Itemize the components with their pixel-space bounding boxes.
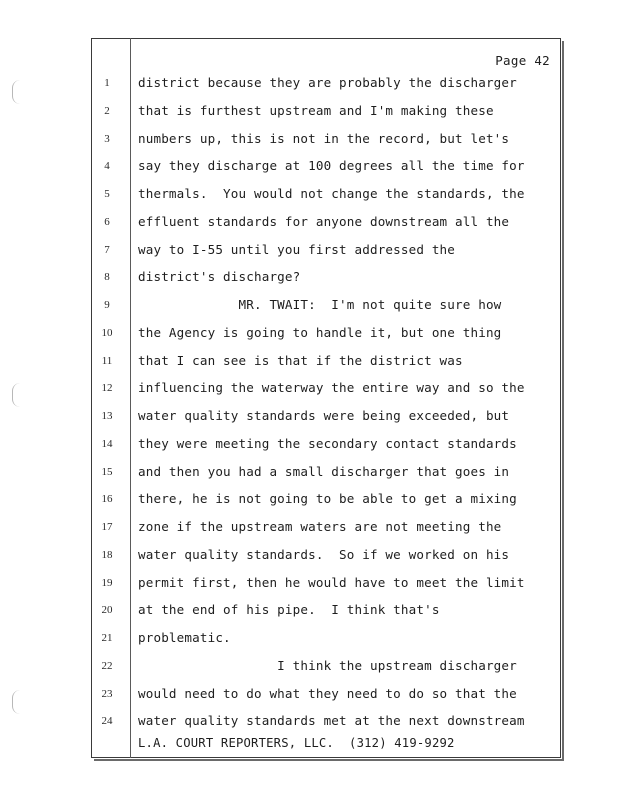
transcript-line — [0, 630, 618, 650]
line-number: 1 — [104, 77, 110, 89]
line-text: would need to do what they need to do so that the — [138, 685, 517, 701]
reporter-footer: L.A. COURT REPORTERS, LLC. (312) 419-9292 — [138, 736, 455, 750]
page-number: Page 42 — [495, 53, 550, 68]
line-number: 24 — [101, 715, 113, 728]
line-number: 17 — [101, 521, 113, 533]
transcript-line — [0, 686, 618, 706]
line-text: say they discharge at 100 degrees all the time for — [138, 158, 525, 174]
line-text: district because they are probably the discharger — [138, 75, 517, 90]
transcript-line — [0, 380, 618, 400]
line-text: numbers up, this is not in the record, but let's — [138, 130, 510, 146]
transcript-line — [0, 602, 618, 622]
line-text: zone if the upstream waters are not meeting the — [138, 519, 502, 534]
transcript-line — [0, 547, 618, 567]
line-text: way to I-55 until you first addressed the — [138, 241, 456, 257]
line-number: 10 — [101, 326, 113, 339]
transcript-line — [0, 297, 618, 317]
line-number: 2 — [104, 104, 110, 117]
line-number: 15 — [101, 465, 113, 478]
line-text: effluent standards for anyone downstream all the — [138, 213, 510, 229]
line-text: they were meeting the secondary contact standards — [138, 435, 517, 451]
line-number: 21 — [101, 632, 113, 644]
transcript-line — [0, 103, 618, 123]
transcript-line — [0, 75, 618, 95]
transcript-line — [0, 269, 618, 289]
line-number: 13 — [101, 410, 113, 422]
line-text: water quality standards. So if we worked on his — [138, 546, 510, 562]
line-text: at the end of his pipe. I think that's — [138, 602, 440, 618]
line-number: 18 — [101, 548, 113, 561]
transcript-line — [0, 436, 618, 456]
transcript-line — [0, 186, 618, 206]
transcript-line — [0, 325, 618, 345]
line-number: 11 — [101, 354, 113, 367]
transcript-line — [0, 658, 618, 678]
line-number: 23 — [101, 687, 113, 700]
transcript-line — [0, 353, 618, 373]
line-number: 16 — [101, 493, 113, 506]
line-text: permit first, then he would have to meet the limit — [138, 574, 525, 590]
line-number: 14 — [101, 437, 113, 450]
line-text: MR. TWAIT: I'm not quite sure how — [138, 297, 502, 312]
line-text: thermals. You would not change the standards, the — [138, 186, 525, 201]
line-text: the Agency is going to handle it, but one thing — [138, 324, 502, 340]
line-number: 20 — [101, 604, 113, 617]
line-text: problematic. — [138, 630, 231, 645]
transcript-line — [0, 713, 618, 733]
transcript-line — [0, 519, 618, 539]
line-number: 9 — [104, 299, 110, 311]
line-text: water quality standards were being exceeded, but — [138, 408, 510, 423]
line-number: 19 — [101, 576, 113, 589]
line-number: 5 — [104, 188, 110, 200]
transcript-line — [0, 214, 618, 234]
line-number: 22 — [101, 659, 113, 672]
line-number: 4 — [104, 160, 110, 173]
transcript-line — [0, 131, 618, 151]
transcript-line — [0, 575, 618, 595]
line-text: water quality standards met at the next downstream — [138, 713, 525, 729]
line-text: that I can see is that if the district was — [138, 352, 463, 368]
line-number: 12 — [101, 382, 113, 395]
line-number: 6 — [104, 215, 110, 228]
transcript-line — [0, 158, 618, 178]
line-text: district's discharge? — [138, 269, 301, 285]
line-number: 3 — [104, 132, 110, 145]
line-text: that is furthest upstream and I'm making these — [138, 102, 494, 118]
line-text: there, he is not going to be able to get a mixing — [138, 491, 517, 507]
transcript-line — [0, 464, 618, 484]
transcript-line — [0, 408, 618, 428]
line-text: and then you had a small discharger that goes in — [138, 463, 510, 479]
line-number: 8 — [104, 271, 110, 284]
transcript-line — [0, 491, 618, 511]
transcript-line — [0, 242, 618, 262]
line-text: I think the upstream discharger — [138, 657, 517, 673]
line-number: 7 — [104, 243, 110, 256]
line-text: influencing the waterway the entire way and so the — [138, 380, 525, 396]
